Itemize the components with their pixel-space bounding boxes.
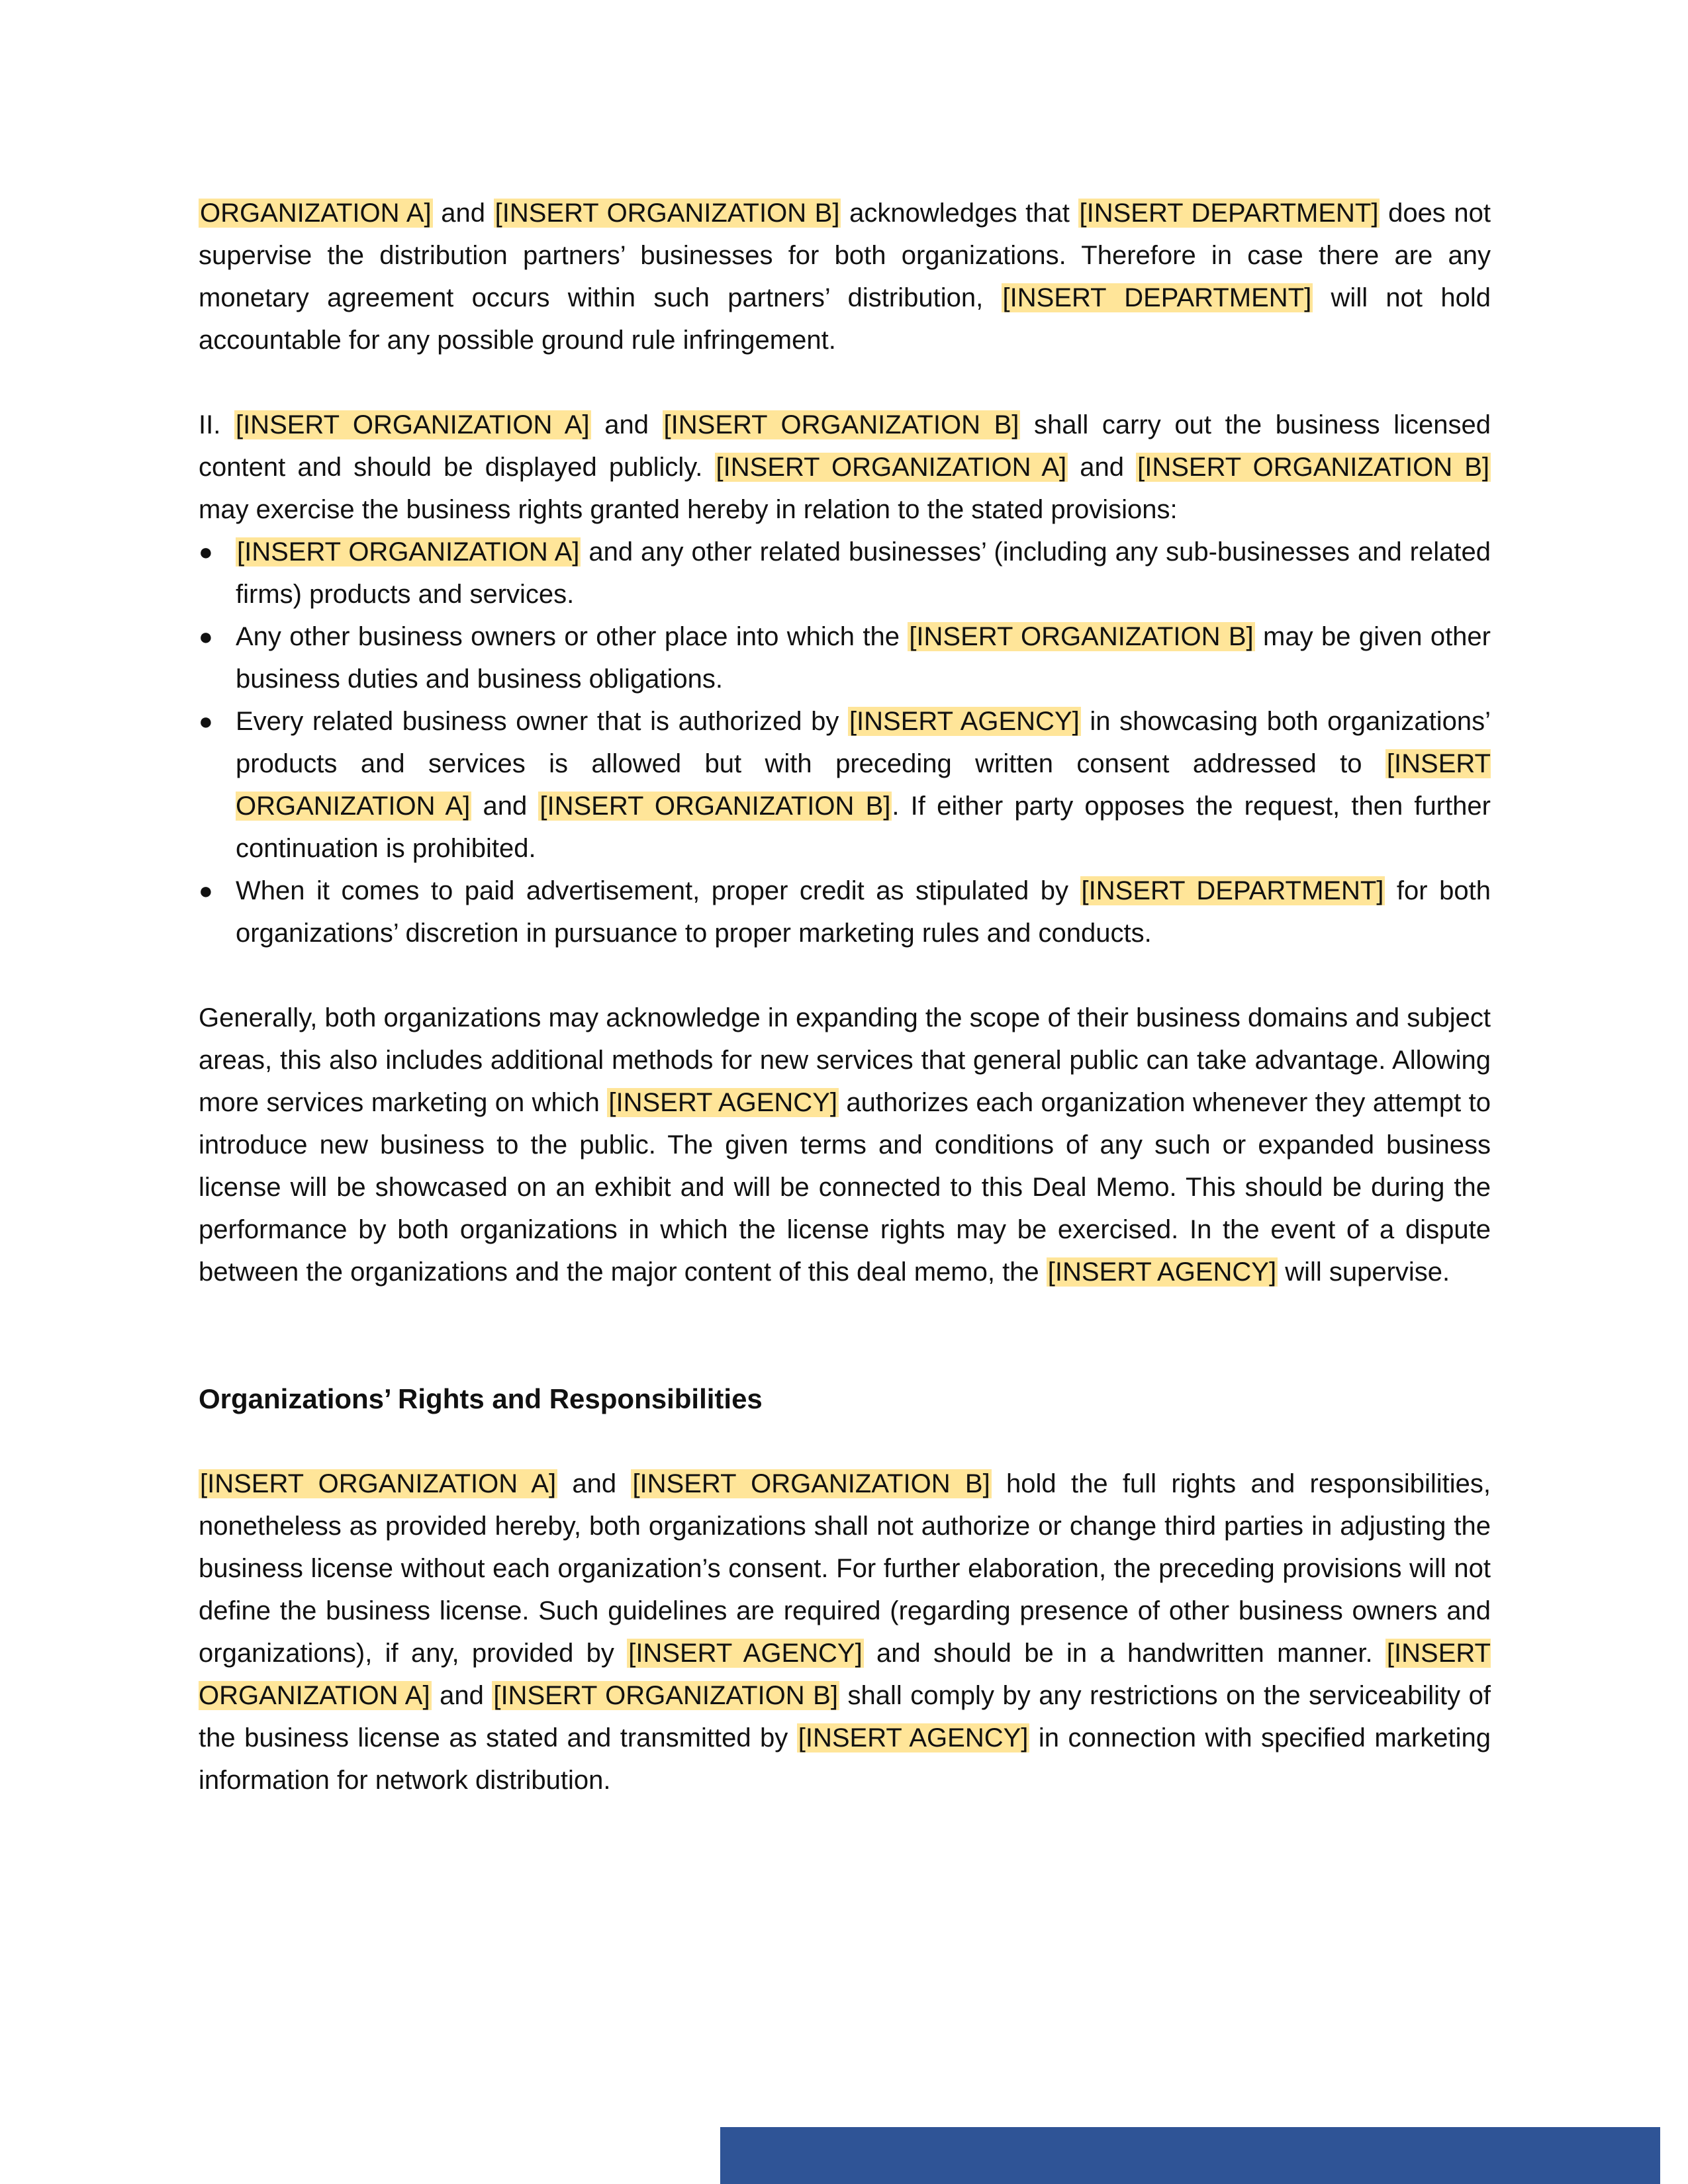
document-page — [199, 192, 1491, 1801]
text-run: in showcasing both organizations’ products and services is allowed but with preceding written consent addressed to — [236, 707, 1491, 778]
bullet-icon: ● — [199, 623, 213, 650]
text-run: will supervise. — [1278, 1257, 1450, 1287]
text-run: does not supervise the distribution partners’ businesses for both organizations. Therefore in case there are any monetary agreement occurs within such partners’ distribution, — [199, 199, 1491, 312]
text-run: may exercise the business rights granted hereby in relation to the stated provisions: — [199, 495, 1178, 524]
placeholder-organization-a[interactable]: [INSERT ORGANIZATION A] — [199, 1639, 1491, 1710]
placeholder-agency[interactable]: [INSERT AGENCY] — [1047, 1257, 1277, 1287]
provisions-list — [199, 531, 1491, 954]
placeholder-agency[interactable]: [INSERT AGENCY] — [849, 707, 1080, 736]
bullet-icon: ● — [199, 538, 213, 565]
placeholder-organization-b[interactable]: [INSERT ORGANIZATION B] — [909, 622, 1254, 651]
placeholder-organization-b[interactable]: [INSERT ORGANIZATION B] — [493, 1681, 838, 1710]
placeholder-organization-b[interactable]: [INSERT ORGANIZATION B] — [494, 199, 840, 228]
paragraph-rights — [199, 1463, 1491, 1801]
text-run: shall carry out the business licensed content and should be displayed publicly. — [199, 410, 1491, 482]
placeholder-organization-b[interactable]: [INSERT ORGANIZATION B] — [1137, 453, 1489, 482]
placeholder-organization-b[interactable]: [INSERT ORGANIZATION B] — [632, 1469, 990, 1498]
text-run: may be given other business duties and business obligations. — [236, 622, 1491, 694]
text-run: shall comply by any restrictions on the serviceability of the business license as stated and transmitted by — [199, 1681, 1491, 1752]
placeholder-organization-a[interactable]: [INSERT ORGANIZATION A] — [236, 749, 1491, 821]
footer-bar — [720, 2127, 1660, 2184]
text-run: Every related business owner that is authorized by — [236, 707, 848, 736]
text-run: and — [471, 792, 539, 821]
text-run: for both organizations’ discretion in pursuance to proper marketing rules and conducts. — [236, 876, 1491, 948]
section-number: II. — [199, 410, 234, 439]
text-run: and — [557, 1469, 632, 1498]
text-run: and should be in a handwritten manner. — [863, 1639, 1385, 1668]
paragraph-acknowledgement — [199, 192, 1491, 361]
list-item — [199, 531, 1491, 615]
text-run: hold the full rights and responsibilities, nonetheless as provided hereby, both organizations shall not authorize or change third parties in adjusting the business license without each organization’s consent. For further elaboration, the preceding provisions will not define the business license. Such guidelines are required (regarding presence of other business owners and organizations), if any, provided by — [199, 1469, 1491, 1668]
bullet-icon: ● — [199, 707, 213, 735]
placeholder-department[interactable]: [INSERT DEPARTMENT] — [1079, 199, 1379, 228]
bullet-icon: ● — [199, 877, 213, 904]
placeholder-organization-a[interactable]: [INSERT ORGANIZATION A] — [716, 453, 1067, 482]
text-run: . If either party opposes the request, then further continuation is prohibited. — [236, 792, 1491, 863]
list-item — [199, 615, 1491, 700]
placeholder-organization-a[interactable]: [INSERT ORGANIZATION A] — [235, 410, 590, 439]
text-run: acknowledges that — [841, 199, 1078, 228]
text-run: and — [431, 1681, 492, 1710]
placeholder-organization-b[interactable]: [INSERT ORGANIZATION B] — [539, 792, 891, 821]
text-run: will not hold accountable for any possible ground rule infringement. — [199, 283, 1491, 355]
placeholder-agency[interactable]: [INSERT AGENCY] — [628, 1639, 863, 1668]
text-run: Generally, both organizations may acknowledge in expanding the scope of their business domains and subject areas, this also includes additional methods for new services that general public can take advantage. Allowing more services marketing on which — [199, 1003, 1491, 1117]
placeholder-organization-a[interactable]: [INSERT ORGANIZATION A] — [237, 537, 580, 567]
text-run: When it comes to paid advertisement, proper credit as stipulated by — [236, 876, 1080, 905]
text-run: and — [432, 199, 494, 228]
text-run: and — [1068, 453, 1137, 482]
list-item — [199, 700, 1491, 870]
placeholder-organization-b[interactable]: [INSERT ORGANIZATION B] — [663, 410, 1019, 439]
list-item — [199, 870, 1491, 954]
text-run: and any other related businesses’ (including any sub-businesses and related firms) products and services. — [236, 537, 1491, 609]
text-run: in connection with specified marketing information for network distribution. — [199, 1723, 1491, 1795]
placeholder-organization-a[interactable]: ORGANIZATION A] — [200, 199, 432, 228]
text-run: and — [590, 410, 663, 439]
placeholder-organization-a[interactable]: [INSERT ORGANIZATION A] — [200, 1469, 557, 1498]
placeholder-agency[interactable]: [INSERT AGENCY] — [608, 1088, 837, 1117]
paragraph-scope — [199, 997, 1491, 1293]
placeholder-agency[interactable]: [INSERT AGENCY] — [798, 1723, 1029, 1752]
placeholder-department[interactable]: [INSERT DEPARTMENT] — [1081, 876, 1384, 905]
section-heading: Organizations’ Rights and Responsibilities — [199, 1383, 763, 1414]
text-run: Any other business owners or other place into which the — [236, 622, 908, 651]
paragraph-section-ii — [199, 404, 1491, 531]
placeholder-department[interactable]: [INSERT DEPARTMENT] — [1002, 283, 1312, 312]
text-run: authorizes each organization whenever they attempt to introduce new business to the public. The given terms and conditions of any such or expanded business license will be showcased on an exhibit and will be connected to this Deal Memo. This should be during the performance by both organizations in which the license rights may be exercised. In the event of a dispute between the organizations and the major content of this deal memo, the — [199, 1088, 1491, 1287]
